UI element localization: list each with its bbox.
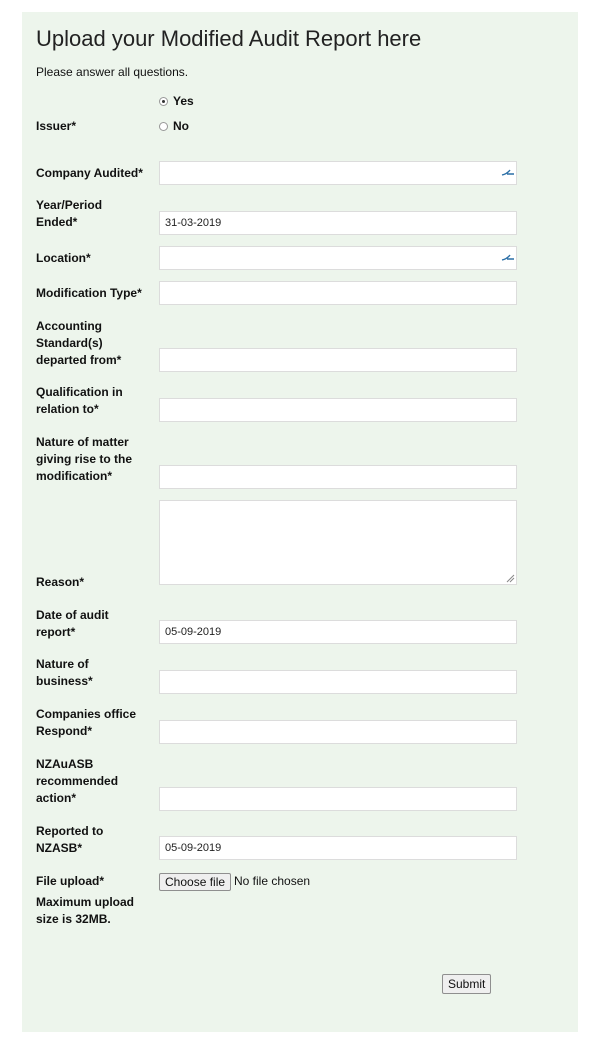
company-audited-label: Company Audited* — [36, 166, 143, 180]
date-of-audit-report-input[interactable] — [159, 620, 517, 644]
accounting-standards-input[interactable] — [159, 348, 517, 372]
nzauasb-action-label: NZAuASB recommended action* — [36, 757, 119, 805]
year-period-ended-input[interactable] — [159, 211, 517, 235]
reason-textarea[interactable] — [159, 500, 517, 585]
nature-of-business-label: Nature of business* — [36, 657, 93, 688]
upload-size-note: Maximum upload size is 32MB. — [36, 895, 135, 926]
accounting-standards-label: Accounting Standard(s) departed from* — [36, 319, 122, 367]
submit-button[interactable]: Submit — [442, 974, 491, 994]
issuer-label: Issuer* — [36, 119, 77, 133]
file-upload-label: File upload* — [36, 874, 105, 888]
issuer-option-yes[interactable] — [159, 94, 194, 108]
company-audited-input[interactable] — [159, 161, 517, 185]
nature-of-business-input[interactable] — [159, 670, 517, 694]
companies-office-respond-label: Companies office Respond* — [36, 707, 137, 738]
location-input[interactable] — [159, 246, 517, 270]
autocomplete-throbber-icon — [501, 168, 515, 178]
reported-to-nzasb-label: Reported to NZASB* — [36, 824, 104, 855]
radio-checked-icon[interactable] — [159, 97, 168, 106]
resize-grip-icon[interactable] — [505, 573, 515, 583]
modification-type-input[interactable] — [159, 281, 517, 305]
choose-file-button[interactable]: Choose file — [159, 873, 231, 891]
issuer-yes-label: Yes — [173, 94, 194, 108]
reported-to-nzasb-input[interactable] — [159, 836, 517, 860]
nature-of-matter-label: Nature of matter giving rise to the modification* — [36, 435, 133, 483]
nature-of-matter-input[interactable] — [159, 465, 517, 489]
qualification-label: Qualification in relation to* — [36, 385, 123, 416]
file-status: No file chosen — [234, 874, 311, 888]
page-title: Upload your Modified Audit Report here — [36, 26, 422, 51]
year-period-ended-label: Year/Period Ended* — [36, 198, 103, 229]
issuer-no-label: No — [173, 119, 189, 133]
date-of-audit-report-label: Date of audit report* — [36, 608, 109, 639]
modification-type-label: Modification Type* — [36, 286, 142, 300]
radio-unchecked-icon[interactable] — [159, 122, 168, 131]
issuer-option-no[interactable] — [159, 119, 189, 133]
form-intro: Please answer all questions. — [36, 65, 189, 79]
nzauasb-action-input[interactable] — [159, 787, 517, 811]
location-label: Location* — [36, 251, 91, 265]
reason-label: Reason* — [36, 575, 85, 589]
autocomplete-throbber-icon — [501, 253, 515, 263]
companies-office-respond-input[interactable] — [159, 720, 517, 744]
qualification-input[interactable] — [159, 398, 517, 422]
